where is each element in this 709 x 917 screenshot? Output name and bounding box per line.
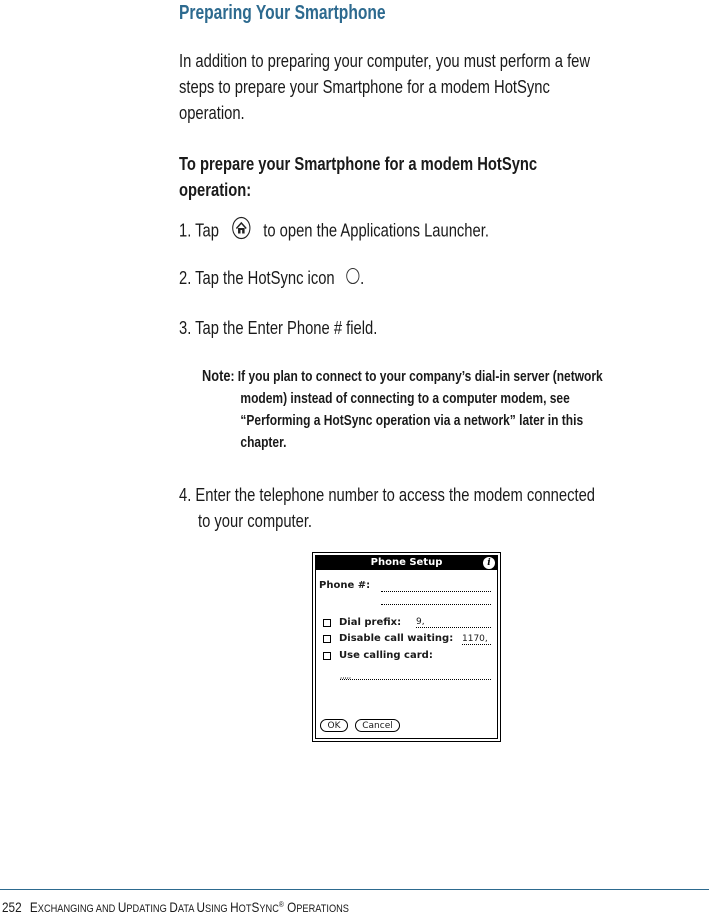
footer-title-part: O	[283, 899, 297, 915]
ok-button[interactable]: OK	[320, 719, 348, 732]
footer-title-part: E	[29, 899, 38, 915]
step-1	[179, 216, 489, 247]
footer-title-part: S	[251, 899, 260, 915]
step-1-prefix: 1. Tap	[179, 220, 219, 241]
footer-title-part: OT	[238, 903, 252, 915]
disable-call-waiting-field[interactable]	[462, 644, 491, 645]
footer-title-part: ®	[278, 900, 284, 909]
phone-setup-screenshot	[312, 552, 501, 742]
footer-title-part: H	[230, 899, 239, 915]
hotsync-icon[interactable]	[345, 266, 360, 292]
footer-title-part: PDATING	[126, 903, 170, 915]
step-3: 3. Tap the Enter Phone # field.	[179, 318, 378, 338]
note-line-1: : If you plan to connect to your company’s dial-in server (network	[230, 368, 603, 385]
step-1-suffix: to open the Applications Launcher.	[263, 220, 489, 241]
intro-line-2: steps to prepare your Smartphone for a modem HotSync	[179, 77, 550, 97]
page-number: 252	[2, 899, 22, 915]
step-4-line-2: to your computer.	[198, 511, 313, 531]
footer-title-part: U	[117, 899, 127, 915]
footer-title-part: D	[169, 899, 178, 915]
note-line-2: modem) instead of connecting to a computer modem, see	[240, 390, 570, 407]
procedure-title-line-2: operation:	[179, 180, 252, 200]
footer-title-part: ATA	[177, 903, 197, 915]
home-icon[interactable]	[231, 216, 251, 247]
dialog-title-bar	[316, 556, 497, 570]
footer-title-part: XCHANGING AND	[37, 903, 118, 915]
step-2-prefix: 2. Tap the HotSync icon	[179, 268, 335, 288]
footer-title-part: SING	[205, 903, 231, 915]
section-heading: Preparing Your Smartphone	[179, 2, 386, 24]
dial-prefix-field[interactable]	[416, 627, 491, 628]
procedure-title-line-1: To prepare your Smartphone for a modem HotSync	[179, 154, 538, 174]
footer-title-part: PERATIONS	[296, 903, 349, 915]
calling-card-value: ,,,,,	[340, 672, 352, 680]
note-line-3: “Performing a HotSync operation via a network” later in this	[240, 412, 584, 429]
dial-prefix-value: 9,	[416, 617, 425, 627]
page-footer	[2, 897, 349, 917]
intro-line-3: operation.	[179, 103, 245, 123]
footer-rule	[0, 889, 709, 890]
phone-number-label: Phone #:	[319, 580, 371, 591]
note	[202, 366, 603, 454]
footer-title-part: YNC	[259, 903, 279, 915]
phone-number-field-line-2[interactable]	[381, 604, 491, 605]
info-icon[interactable]: i	[483, 557, 495, 569]
cancel-button[interactable]: Cancel	[355, 719, 400, 732]
calling-card-field[interactable]	[340, 679, 491, 680]
step-2-suffix: .	[360, 268, 365, 288]
footer-title-part: U	[196, 899, 206, 915]
step-2	[179, 265, 364, 292]
note-label: Note	[202, 368, 231, 385]
dial-prefix-label: Dial prefix:	[339, 617, 402, 628]
dialog-title: Phone Setup	[370, 557, 443, 568]
use-calling-card-label: Use calling card:	[339, 650, 433, 661]
disable-call-waiting-checkbox[interactable]	[323, 635, 331, 643]
disable-call-waiting-value: 1170,	[462, 634, 488, 644]
use-calling-card-checkbox[interactable]	[323, 652, 331, 660]
step-4-line-1: 4. Enter the telephone number to access the modem connected	[179, 485, 596, 505]
footer-title	[30, 899, 349, 915]
dial-prefix-checkbox[interactable]	[323, 619, 331, 627]
phone-setup-dialog	[315, 555, 498, 739]
disable-call-waiting-label: Disable call waiting:	[339, 633, 454, 644]
note-line-4: chapter.	[240, 434, 287, 451]
phone-number-field-line-1[interactable]	[381, 591, 491, 592]
intro-line-1: In addition to preparing your computer, you must perform a few	[179, 51, 591, 71]
